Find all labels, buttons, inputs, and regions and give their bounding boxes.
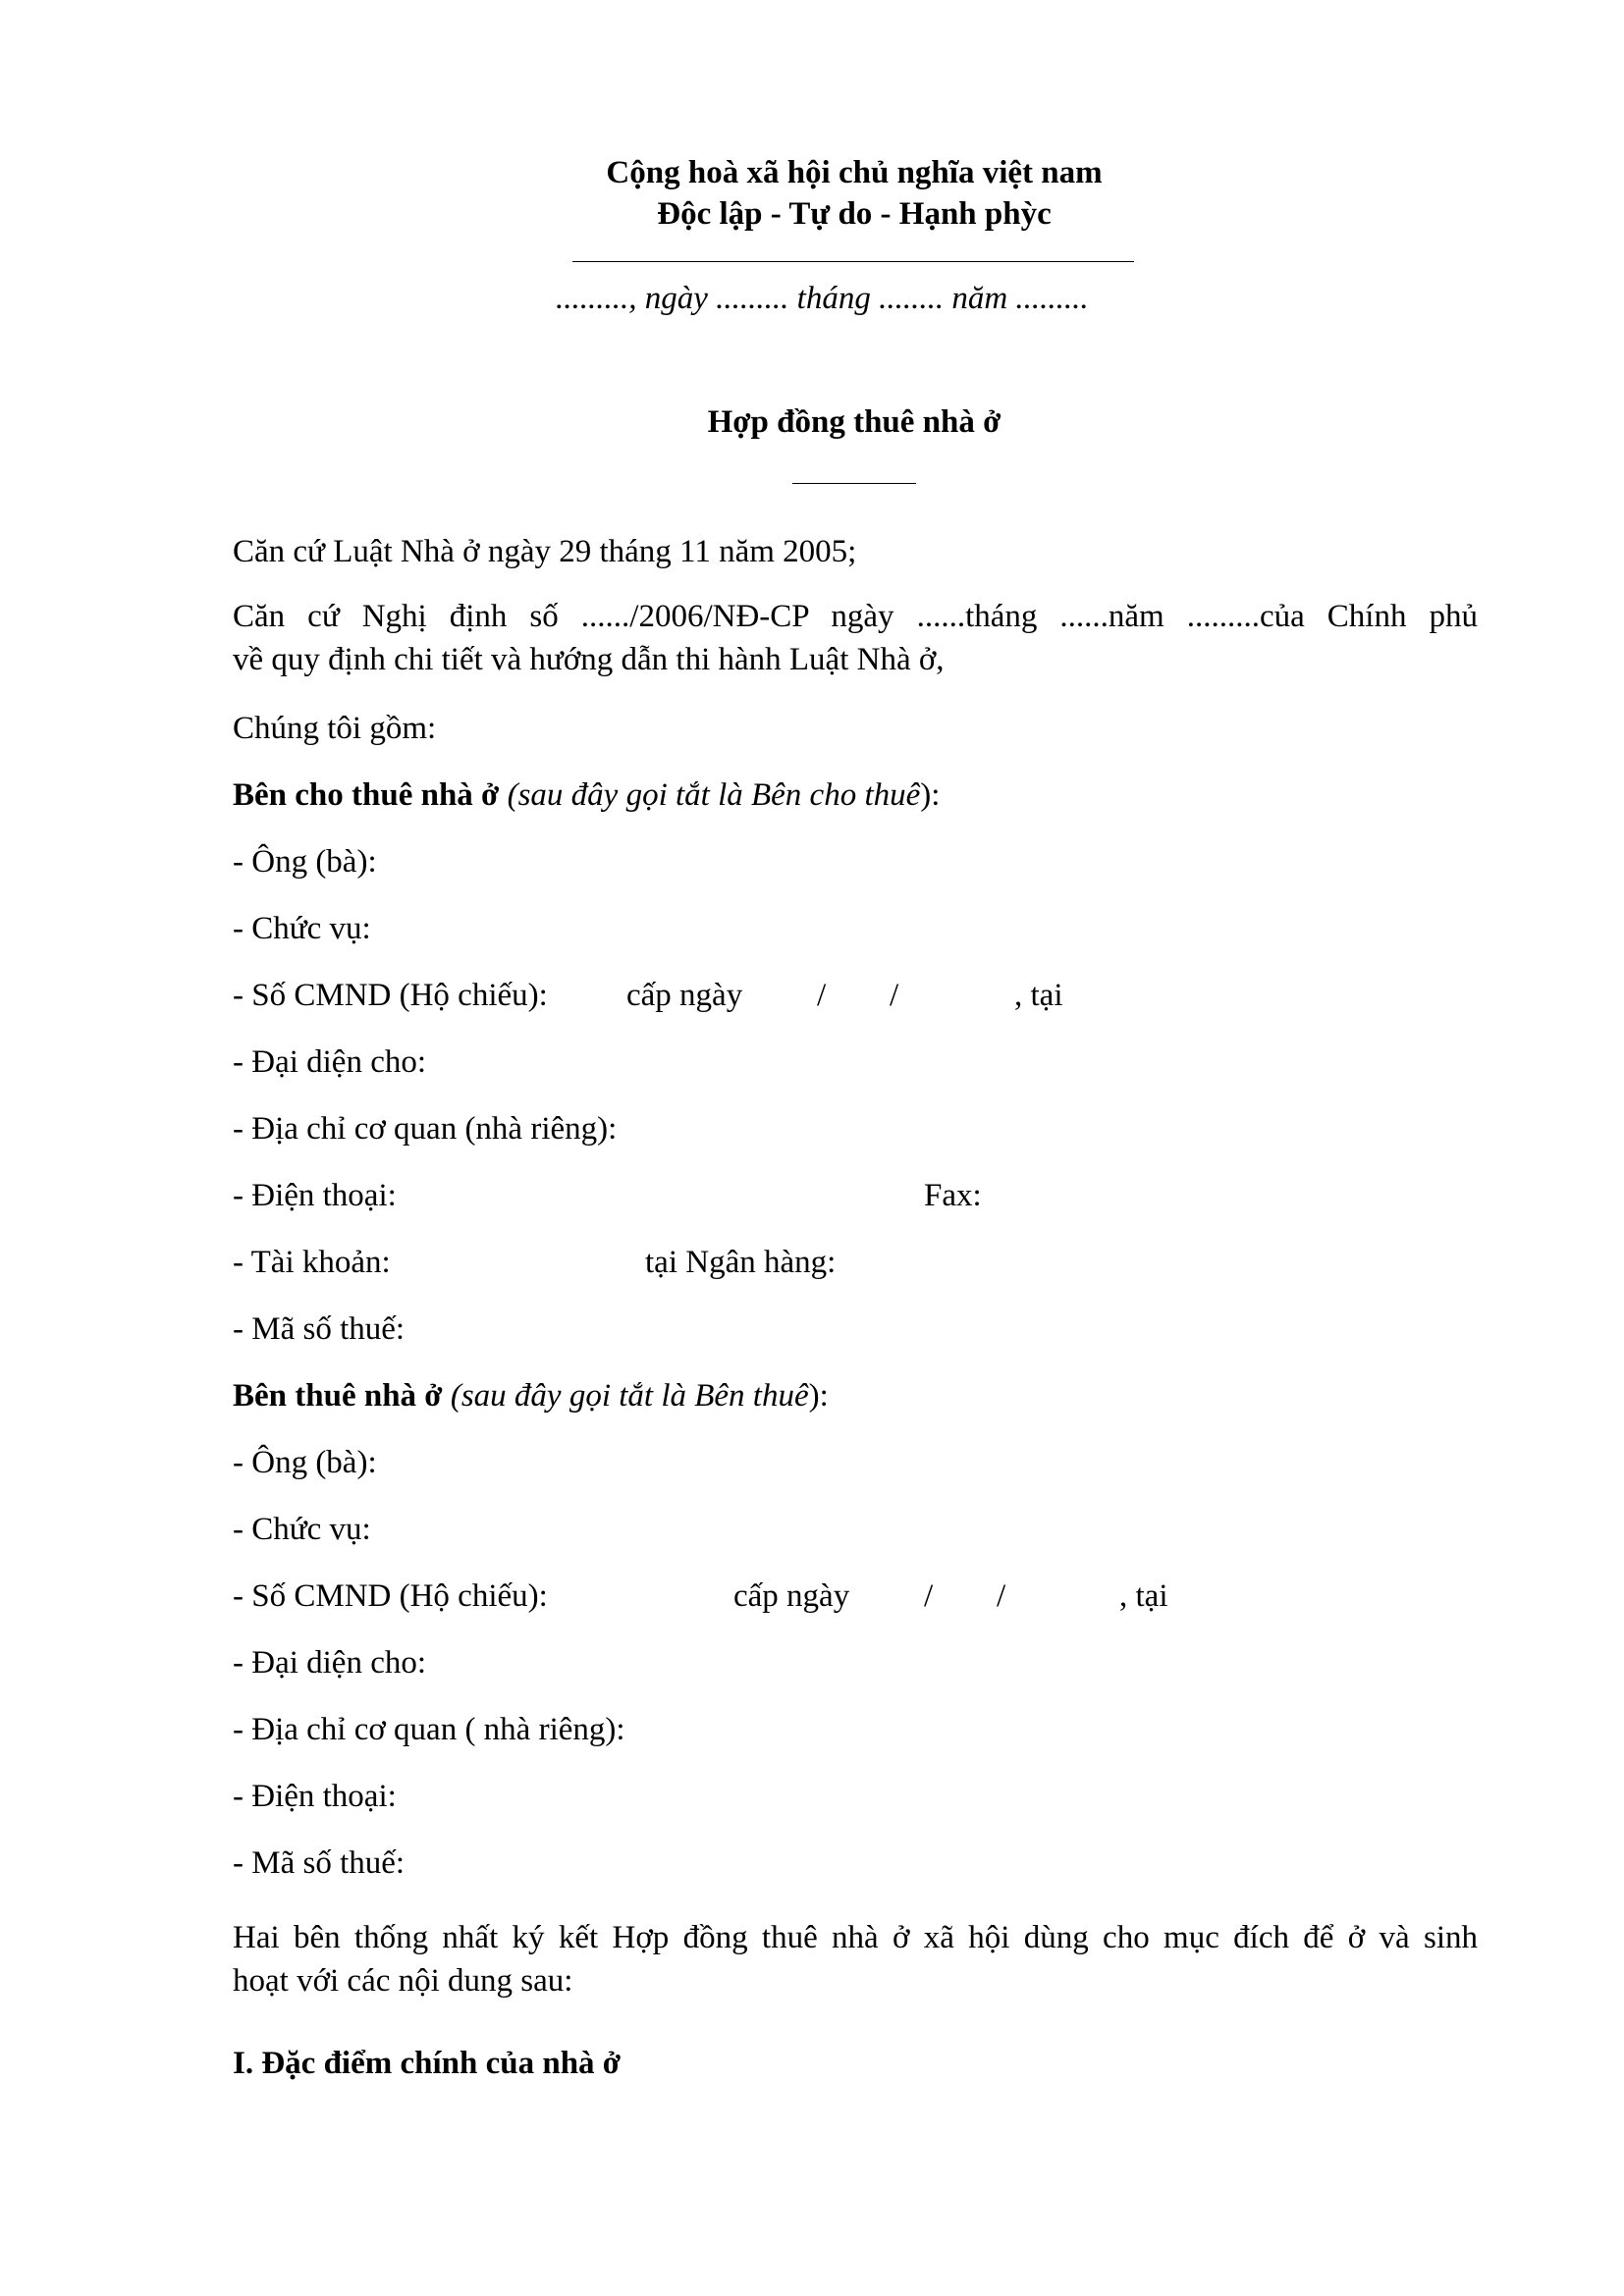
lessee-heading-italic: (sau đây gọi tắt là Bên thuê [442,1378,809,1414]
lessor-phone: - Điện thoại: [233,1178,397,1213]
section-1-title: I. Đặc điểm chính của nhà ở [233,2046,622,2081]
lessor-position: - Chức vụ: [233,911,371,946]
national-title: Cộng hoà xã hội chủ nghĩa việt nam [606,155,1103,190]
lessee-id-at: , tại [1119,1578,1168,1614]
lessor-id-slash-2: / [890,978,899,1013]
lessee-represent: - Đại diện cho: [233,1645,427,1681]
lessor-id-slash-1: / [817,978,827,1013]
lessee-phone: - Điện thoại: [233,1779,397,1814]
contract-title: Hợp đồng thuê nhà ở [707,404,1001,440]
title-rule [792,483,916,484]
we-are: Chúng tôi gồm: [233,711,437,746]
lessor-represent: - Đại diện cho: [233,1044,427,1080]
lessor-id-issued: cấp ngày [626,978,743,1013]
lessee-position: - Chức vụ: [233,1512,371,1547]
lessee-heading [233,1376,829,1415]
lessee-id-slash-1: / [924,1578,934,1614]
basis-2-line2: về quy định chi tiết và hướng dẫn thi hành Luật Nhà ở, [233,642,945,677]
lessor-heading-bold: Bên cho thuê nhà ở [233,777,500,813]
date-line: ........., ngày ......... tháng ........ năm ......... [556,281,1089,316]
lessee-heading-end: ): [808,1378,829,1414]
lessor-id-at: , tại [1014,978,1063,1013]
agreement-line2: hoạt với các nội dung sau: [233,1963,573,1999]
lessee-id-label: - Số CMND (Hộ chiếu): [233,1578,548,1614]
lessor-fax: Fax: [924,1178,982,1213]
agreement-line1: Hai bên thống nhất ký kết Hợp đồng thuê nhà ở xã hội dùng cho mục đích để ở và sinh [233,1920,1478,1955]
lessee-tax: - Mã số thuế: [233,1845,406,1881]
lessor-address: - Địa chỉ cơ quan (nhà riêng): [233,1111,618,1147]
basis-2-line1: Căn cứ Nghị định số ....../2006/NĐ-CP ngày ......tháng ......năm .........của Chính phủ [233,599,1478,634]
lessee-address: - Địa chỉ cơ quan ( nhà riêng): [233,1712,625,1747]
lessee-id-slash-2: / [997,1578,1006,1614]
lessor-tax: - Mã số thuế: [233,1311,406,1347]
lessee-name: - Ông (bà): [233,1445,377,1480]
lessor-heading-italic: (sau đây gọi tắt là Bên cho thuê [499,777,921,813]
lessee-id-issued: cấp ngày [733,1578,850,1614]
lessor-account: - Tài khoản: [233,1245,391,1280]
basis-1: Căn cứ Luật Nhà ở ngày 29 tháng 11 năm 2005; [233,534,857,569]
lessor-heading [233,775,940,815]
motto: Độc lập - Tự do - Hạnh phỳc [657,196,1052,232]
lessor-heading-end: ): [920,777,941,813]
header-rule [572,261,1134,262]
lessor-id-label: - Số CMND (Hộ chiếu): [233,978,548,1013]
lessor-bank: tại Ngân hàng: [645,1245,837,1280]
lessee-heading-bold: Bên thuê nhà ở [233,1378,443,1414]
lessor-name: - Ông (bà): [233,844,377,880]
